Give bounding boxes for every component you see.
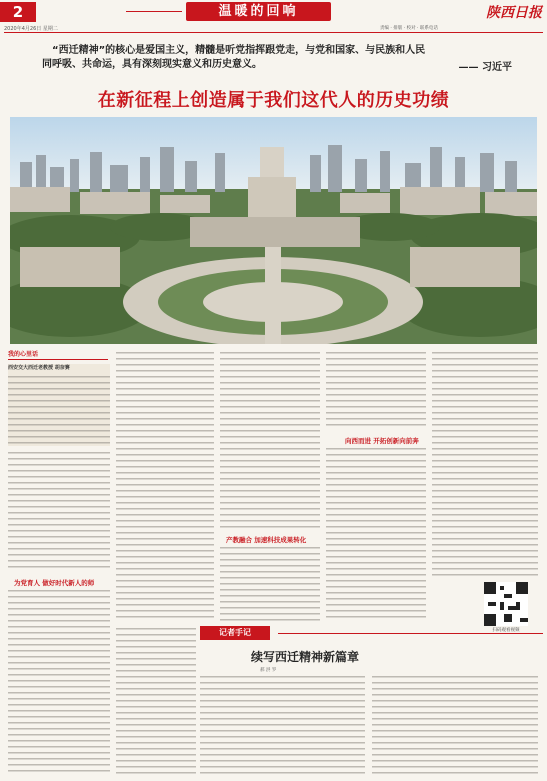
article-column-4b (326, 448, 426, 620)
article-column-5 (432, 352, 538, 577)
intro-box-heading: 我的心里话 (8, 349, 108, 360)
masthead (0, 0, 547, 24)
article-column-2b (116, 628, 196, 778)
campus-aerial-photo (10, 117, 537, 344)
newspaper-logo: 陕西日报 (486, 5, 542, 21)
qr-caption: 扫码观看视频 (492, 628, 520, 633)
page-number: 2 (0, 2, 36, 22)
section-heading-2: 向西而进 开拓创新向前奔 (345, 437, 419, 445)
article-column-4a (326, 352, 426, 430)
section-heading-3: 产教融合 加速科技成果转化 (226, 536, 307, 544)
contact-line: 责编 · 排版 · 校对 · 联系电话 (380, 26, 438, 31)
quote-line-2-text: 同呼吸、共命运，具有深刻现实意义和历史意义。 (42, 59, 262, 70)
article-column-1b (8, 590, 110, 776)
quote-block (42, 44, 512, 73)
reporter-note-label: 记者手记 (200, 626, 270, 640)
section-heading-1: 为党育人 做好时代新人的师 (14, 579, 95, 587)
intro-box (8, 364, 110, 446)
article-column-2 (116, 352, 214, 622)
quote-line-1: “西迁精神”的核心是爱国主义，精髓是听党指挥跟党走，与党和国家、与民族和人民 (52, 45, 426, 56)
reporter-note-column-2 (372, 676, 538, 776)
article-column-1a (8, 452, 110, 572)
date-line: 2020年4月26日 星期二 (4, 26, 58, 32)
reporter-note-author: 郝 洪 罗 (260, 668, 277, 673)
reporter-note-column-1 (200, 676, 365, 776)
qr-code-icon[interactable] (484, 582, 528, 626)
masthead-divider (4, 32, 543, 33)
reporter-note-title: 续写西迁精神新篇章 (250, 650, 359, 664)
column-title: 温暖的回响 (186, 2, 331, 21)
quote-line-2 (42, 58, 512, 72)
intro-box-title: 西安交大西迁老教授 胡奈赛 (8, 365, 70, 371)
quote-author: —— 习近平 (458, 62, 512, 73)
article-column-3a (220, 352, 320, 530)
page-headline: 在新征程上创造属于我们这代人的历史功绩 (97, 90, 450, 111)
reporter-note-divider (278, 633, 543, 634)
article-column-3b (220, 547, 320, 621)
